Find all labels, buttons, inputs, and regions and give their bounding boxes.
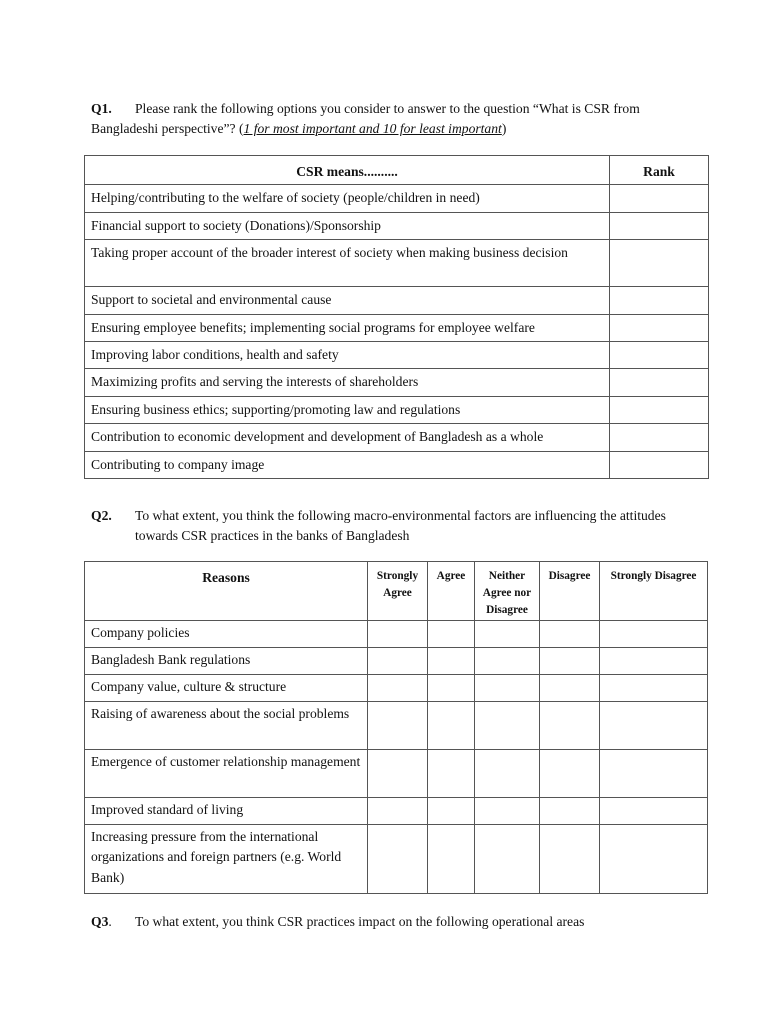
csr-option: Ensuring employee benefits; implementing social programs for employee welfare (85, 314, 610, 341)
response-cell[interactable] (475, 648, 540, 675)
question-2-number: Q2. (91, 508, 112, 523)
question-1 (91, 99, 691, 140)
table-row (85, 648, 708, 675)
response-cell[interactable] (428, 648, 475, 675)
rank-header: Rank (610, 156, 709, 185)
reason-label: Company value, culture & structure (85, 675, 368, 702)
option-agree-header: Agree (428, 562, 475, 621)
option-disagree-header: Disagree (540, 562, 600, 621)
response-cell[interactable] (428, 621, 475, 648)
question-1-close: ) (501, 121, 507, 137)
response-cell[interactable] (600, 750, 708, 798)
table-row (85, 621, 708, 648)
response-cell[interactable] (475, 675, 540, 702)
reason-label: Improved standard of living (85, 798, 368, 825)
rank-cell[interactable] (610, 396, 709, 423)
question-3 (91, 912, 691, 932)
csr-means-table (84, 155, 709, 479)
rank-cell[interactable] (610, 314, 709, 341)
response-cell[interactable] (600, 702, 708, 750)
option-strongly-disagree-header: Strongly Disagree (600, 562, 708, 621)
question-2-prompt: To what extent, you think the following macro-environmental factors are influencing the attitudes towards CSR practices in the banks of Bangladesh (135, 508, 666, 544)
response-cell[interactable] (428, 798, 475, 825)
response-cell[interactable] (475, 825, 540, 894)
table-row (85, 798, 708, 825)
csr-option: Support to societal and environmental cause (85, 287, 610, 314)
reason-label: Bangladesh Bank regulations (85, 648, 368, 675)
rank-cell[interactable] (610, 424, 709, 451)
response-cell[interactable] (600, 675, 708, 702)
table-row (85, 341, 709, 368)
question-3-number-suffix: . (108, 914, 112, 929)
response-cell[interactable] (540, 750, 600, 798)
question-3-number (91, 912, 112, 932)
question-1-prompt: Please rank the following options you consider to answer to the question “What is CSR from Bangladeshi perspective”? ( (91, 101, 640, 137)
csr-option: Contribution to economic development and development of Bangladesh as a whole (85, 424, 610, 451)
question-1-instruction: 1 for most important and 10 for least important (243, 121, 502, 137)
response-cell[interactable] (540, 825, 600, 894)
table-row (85, 396, 709, 423)
reason-label: Increasing pressure from the international organizations and foreign partners (e.g. World Bank) (85, 825, 368, 894)
reasons-header: Reasons (85, 562, 368, 621)
csr-option: Financial support to society (Donations)/Sponsorship (85, 212, 610, 239)
option-neither-header: Neither Agree nor Disagree (475, 562, 540, 621)
option-strongly-agree-header: Strongly Agree (368, 562, 428, 621)
response-cell[interactable] (368, 750, 428, 798)
response-cell[interactable] (428, 702, 475, 750)
csr-option: Helping/contributing to the welfare of society (people/children in need) (85, 185, 610, 212)
macro-factors-table (84, 561, 708, 894)
question-3-number-label: Q3 (91, 914, 109, 929)
response-cell[interactable] (368, 825, 428, 894)
question-3-prompt: To what extent, you think CSR practices impact on the following operational areas (135, 914, 585, 929)
table-row (85, 702, 708, 750)
table-row (85, 675, 708, 702)
table-row (85, 424, 709, 451)
reason-label: Company policies (85, 621, 368, 648)
table-row (85, 314, 709, 341)
response-cell[interactable] (600, 825, 708, 894)
rank-cell[interactable] (610, 212, 709, 239)
question-3-text (91, 912, 691, 932)
response-cell[interactable] (540, 621, 600, 648)
response-cell[interactable] (540, 798, 600, 825)
table-row (85, 750, 708, 798)
csr-option: Contributing to company image (85, 451, 610, 478)
question-1-text (91, 99, 691, 140)
response-cell[interactable] (475, 702, 540, 750)
reason-label: Emergence of customer relationship management (85, 750, 368, 798)
rank-cell[interactable] (610, 341, 709, 368)
question-1-number: Q1. (91, 101, 112, 116)
csr-means-header: CSR means.......... (85, 156, 610, 185)
table-row (85, 287, 709, 314)
response-cell[interactable] (540, 702, 600, 750)
rank-cell[interactable] (610, 369, 709, 396)
response-cell[interactable] (428, 825, 475, 894)
reason-label: Raising of awareness about the social problems (85, 702, 368, 750)
csr-option: Ensuring business ethics; supporting/promoting law and regulations (85, 396, 610, 423)
table-row (85, 212, 709, 239)
question-2-text (91, 506, 691, 547)
response-cell[interactable] (368, 702, 428, 750)
rank-cell[interactable] (610, 451, 709, 478)
response-cell[interactable] (428, 750, 475, 798)
rank-cell[interactable] (610, 185, 709, 212)
response-cell[interactable] (540, 648, 600, 675)
rank-cell[interactable] (610, 240, 709, 287)
response-cell[interactable] (368, 621, 428, 648)
response-cell[interactable] (600, 648, 708, 675)
response-cell[interactable] (428, 675, 475, 702)
table-row (85, 825, 708, 894)
response-cell[interactable] (600, 621, 708, 648)
response-cell[interactable] (540, 675, 600, 702)
response-cell[interactable] (368, 798, 428, 825)
response-cell[interactable] (475, 798, 540, 825)
question-2 (91, 506, 691, 547)
table-row (85, 240, 709, 287)
table-row (85, 185, 709, 212)
csr-option: Maximizing profits and serving the interests of shareholders (85, 369, 610, 396)
table-row (85, 451, 709, 478)
csr-option: Taking proper account of the broader interest of society when making business decision (85, 240, 610, 287)
response-cell[interactable] (368, 675, 428, 702)
response-cell[interactable] (475, 621, 540, 648)
response-cell[interactable] (475, 750, 540, 798)
response-cell[interactable] (368, 648, 428, 675)
csr-option: Improving labor conditions, health and safety (85, 341, 610, 368)
table-row (85, 369, 709, 396)
response-cell[interactable] (600, 798, 708, 825)
rank-cell[interactable] (610, 287, 709, 314)
